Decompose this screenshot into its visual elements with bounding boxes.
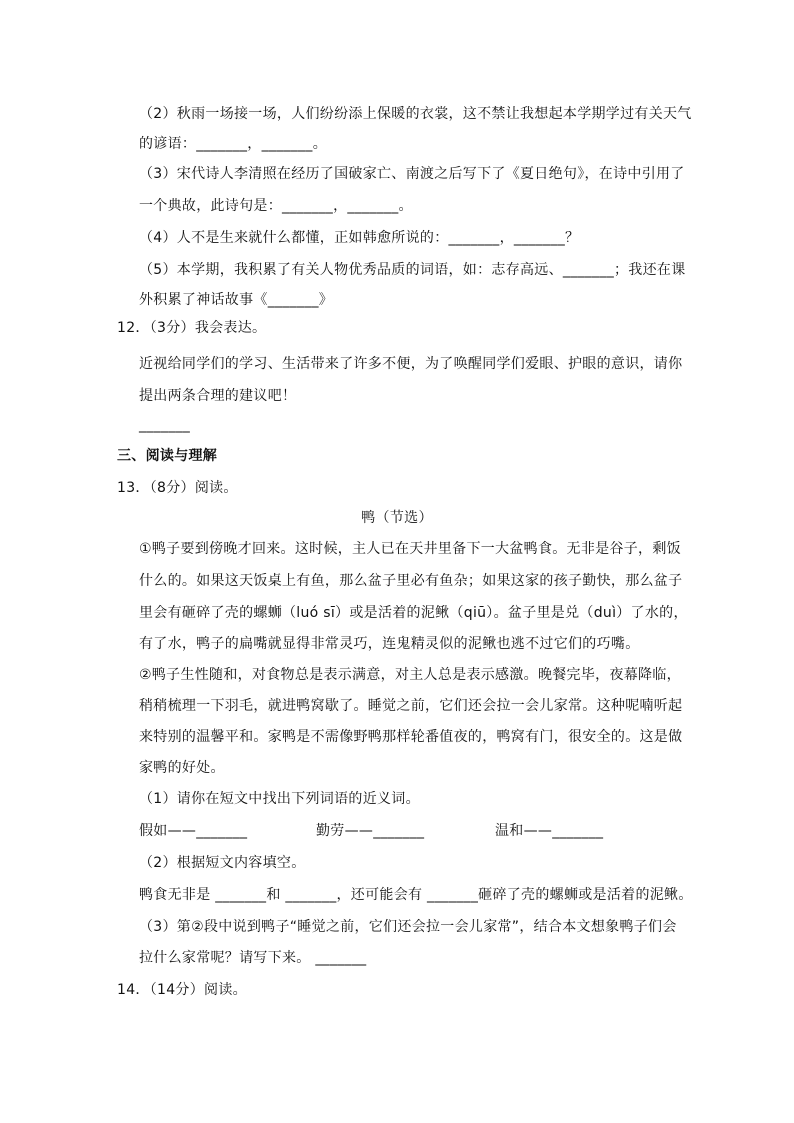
q13-synonym-3: 温和——_______ (495, 823, 604, 839)
q13-sub2: （2）根据短文内容填空。 (139, 855, 306, 871)
q12-line1: 近视给同学们的学习、生活带来了许多不便，为了唤醒同学们爱眼、护眼的意识，请你 (139, 356, 683, 372)
passage-p2-line4: 家鸭的好处。 (139, 760, 225, 776)
q13-header: 13．（8分）阅读。 (117, 480, 238, 496)
q12-line2: 提出两条合理的建议吧！ (139, 388, 297, 404)
q13-sub2-fill: 鸭食无非是 _______和 _______，还可能会有 _______砸碎了壳的螺蛳或是活着的泥鳅。 (139, 887, 693, 903)
section-3-title: 三、阅读与理解 (117, 448, 218, 464)
q11-item5-line1: （5）本学期，我积累了有关人物优秀品质的词语，如：志存高远、_______；我还在课 (139, 262, 686, 278)
q12-answer-blank: _______ (139, 417, 191, 433)
q13-synonym-1: 假如——_______ (139, 823, 248, 839)
passage-p1-line1: ①鸭子要到傍晚才回来。这时候，主人已在天井里备下一大盆鸭食。无非是谷子，剩饭 (139, 541, 681, 557)
q14-header: 14．（14分）阅读。 (117, 982, 247, 998)
q11-item3-line1: （3）宋代诗人李清照在经历了国破家亡、南渡之后写下了《夏日绝句》，在诗中引用了 (139, 166, 685, 182)
q11-item2-line1: （2）秋雨一场接一场，人们纷纷添上保暖的衣裳，这不禁让我想起本学期学过有关天气 (139, 106, 692, 122)
passage-p2-line1: ②鸭子生性随和，对食物总是表示满意，对主人总是表示感激。晚餐完毕，夜幕降临， (139, 667, 681, 683)
passage-p1-line4: 有了水，鸭子的扁嘴就显得非常灵巧，连鬼精灵似的泥鳅也逃不过它们的巧嘴。 (139, 636, 640, 652)
passage-p2-line3: 来特别的温馨平和。家鸭是不需像野鸭那样轮番值夜的，鸭窝有门，很安全的。这是做 (139, 729, 683, 745)
q12-header: 12．（3分）我会表达。 (117, 320, 267, 336)
passage-p1-line3: 里会有砸碎了壳的螺蛳（luó sī）或是活着的泥鳅（qiū）。盆子里是兑（duì）了水的， (139, 605, 688, 621)
passage-p1-line2: 什么的。如果这天饭桌上有鱼，那么盆子里必有鱼杂；如果这家的孩子勤快，那么盆子 (139, 573, 683, 589)
passage-p2-line2: 稍稍梳理一下羽毛，就进鸭窝歇了。睡觉之前，它们还会拉一会儿家常。这种呢喃听起 (139, 698, 683, 714)
q11-item3-line2: 一个典故，此诗句是：_______，_______。 (139, 198, 413, 214)
q13-synonym-2: 勤劳——_______ (316, 823, 425, 839)
q13-sub1: （1）请你在短文中找出下列词语的近义词。 (139, 791, 420, 807)
q13-sub3-line2: 拉什么家常呢？请写下来。 _______ (139, 950, 367, 966)
q11-item2-line2: 的谚语：_______，_______。 (139, 136, 327, 152)
passage-title: 鸭（节选） (361, 510, 433, 526)
q11-item4-line1: （4）人不是生来就什么都懂，正如韩愈所说的：_______，_______？ (139, 230, 580, 246)
q13-sub3-line1: （3）第②段中说到鸭子“睡觉之前，它们还会拉一会儿家常”，结合本文想象鸭子们会 (139, 919, 677, 935)
q11-item5-line2: 外积累了神话故事《_______》 (139, 292, 334, 308)
